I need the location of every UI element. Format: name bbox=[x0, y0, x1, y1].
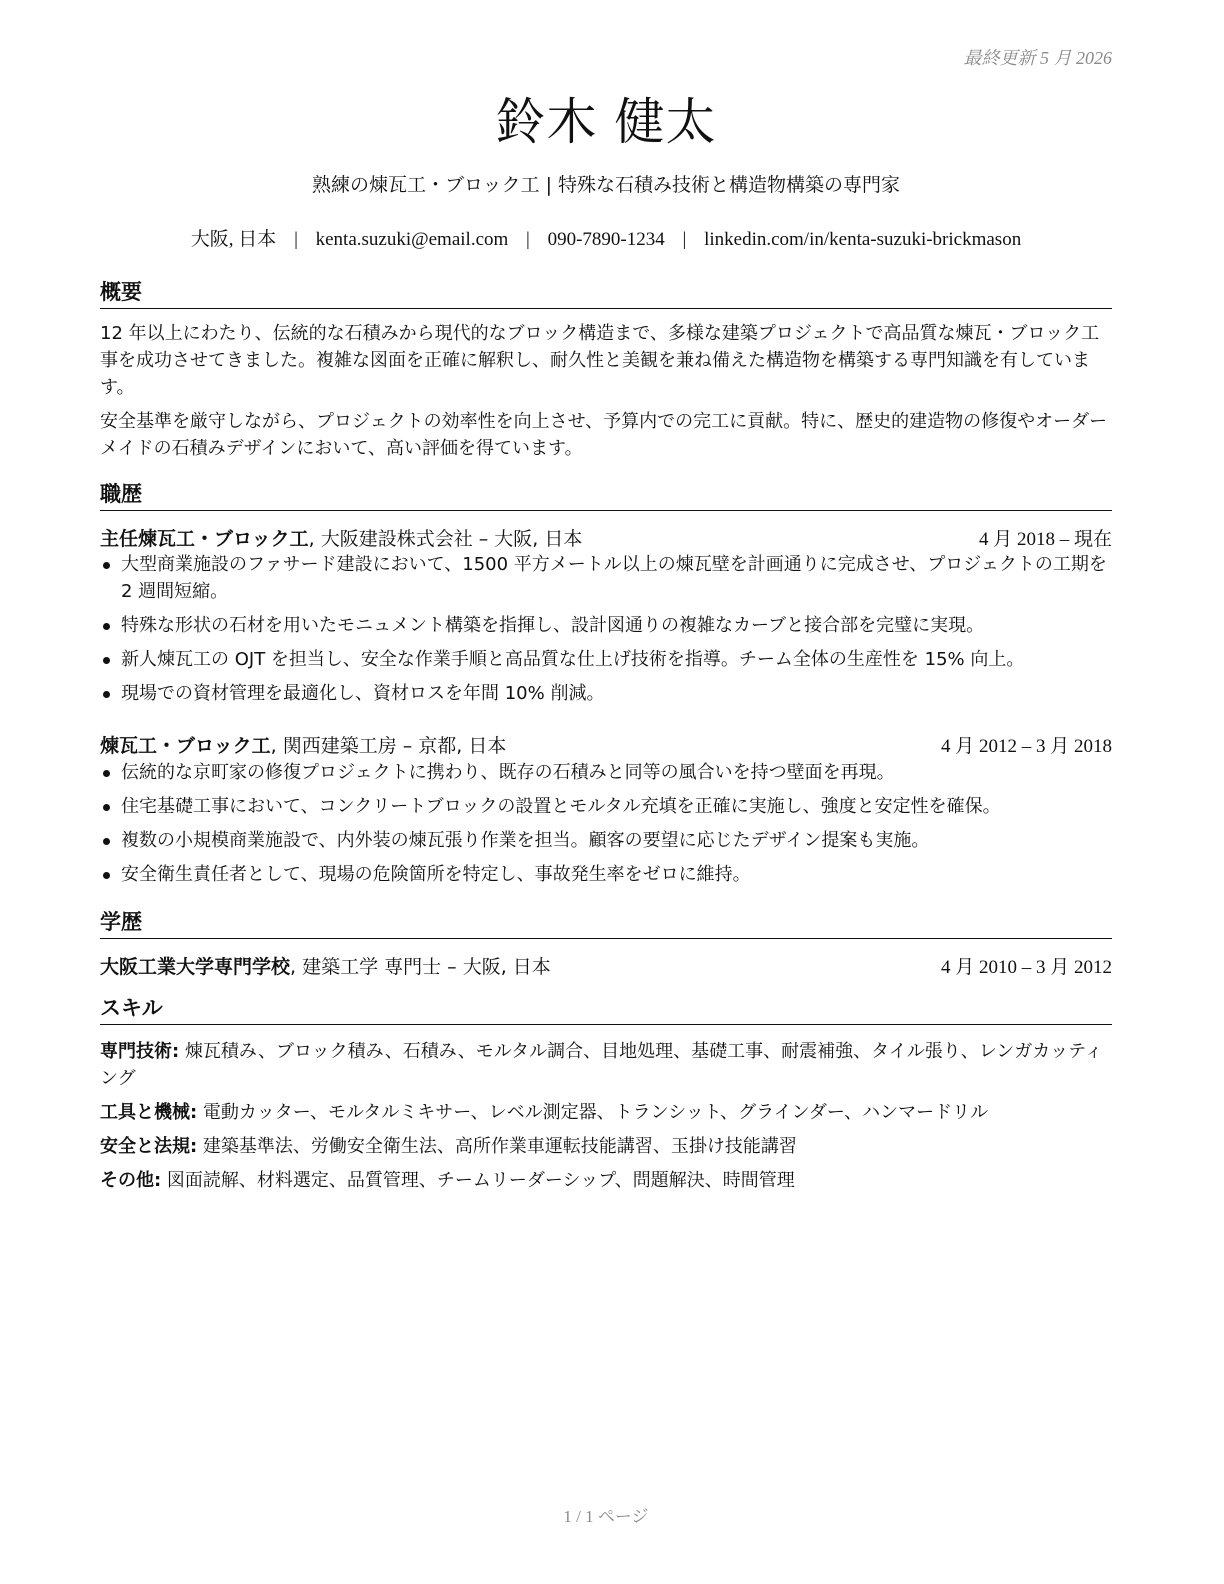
skill-value: 電動カッター、モルタルミキサー、レベル測定器、トランシット、グラインダー、ハンマードリル bbox=[197, 1102, 989, 1123]
skill-label: 工具と機械: bbox=[100, 1102, 198, 1123]
education-dates: 4 月 2010 – 3 月 2012 bbox=[940, 957, 1112, 978]
list-item: 住宅基礎工事において、コンクリートブロックの設置とモルタル充填を正確に実施し、強度と安定性を確保。 bbox=[100, 793, 1112, 820]
summary-paragraph-2: 安全基準を厳守しながら、プロジェクトの効率性を向上させ、予算内での完工に貢献。特に、歴史的建造物の修復やオーダーメイドの石積みデザインにおいて、高い評価を得ています。 bbox=[100, 411, 1108, 459]
skill-value: 煉瓦積み、ブロック積み、石積み、モルタル調合、目地処理、基礎工事、耐震補強、タイル張り、レンガカッティング bbox=[100, 1041, 1103, 1089]
page-number: 1 / 1 ページ bbox=[563, 1507, 649, 1526]
skill-row bbox=[100, 1133, 1112, 1160]
skill-label: 安全と法規: bbox=[100, 1136, 198, 1157]
job-role: 主任煉瓦工・ブロック工 bbox=[100, 528, 309, 550]
contact-separator: | bbox=[294, 229, 298, 250]
skill-row bbox=[100, 1099, 1112, 1126]
list-item: 安全衛生責任者として、現場の危険箇所を特定し、事故発生率をゼロに維持。 bbox=[100, 861, 1112, 888]
contact-linkedin[interactable]: linkedin.com/in/kenta-suzuki-brickmason bbox=[704, 229, 1022, 250]
skill-row bbox=[100, 1038, 1112, 1092]
skill-value: 図面読解、材料選定、品質管理、チームリーダーシップ、問題解決、時間管理 bbox=[161, 1170, 795, 1191]
section-title-summary: 概要 bbox=[100, 276, 1112, 309]
contact-separator: | bbox=[682, 229, 687, 250]
job-header bbox=[100, 731, 1112, 758]
resume-page bbox=[100, 0, 1112, 1584]
contact-line bbox=[100, 224, 1112, 251]
list-item: 特殊な形状の石材を用いたモニュメント構築を指揮し、設計図通りの複雑なカーブと接合部を完璧に実現。 bbox=[100, 612, 1112, 639]
education-entry bbox=[100, 952, 1112, 979]
job-company: , 関西建築工房 – 京都, 日本 bbox=[270, 735, 507, 757]
candidate-name: 鈴木 健太 bbox=[495, 93, 717, 151]
job-company: , 大阪建設株式会社 – 大阪, 日本 bbox=[308, 528, 583, 550]
tagline: 熟練の煉瓦工・ブロック工 | 特殊な石積み技術と構造物構築の専門家 bbox=[311, 174, 901, 196]
contact-location: 大阪, 日本 bbox=[190, 229, 277, 250]
job-dates: 4 月 2012 – 3 月 2018 bbox=[940, 736, 1112, 757]
section-title-skills: スキル bbox=[100, 992, 1112, 1025]
skill-label: 専門技術: bbox=[100, 1041, 180, 1062]
list-item: 伝統的な京町家の修復プロジェクトに携わり、既存の石積みと同等の風合いを持つ壁面を再現。 bbox=[100, 759, 1112, 786]
summary-paragraph-1: 12 年以上にわたり、伝統的な石積みから現代的なブロック構造まで、多様な建築プロジェクトで高品質な煉瓦・ブロック工事を成功させてきました。複雑な図面を正確に解釈し、耐久性と美観を兼ね備えた構造物を構築する専門知識を有しています。 bbox=[100, 323, 1100, 398]
last-updated: 最終更新 5 月 2026 bbox=[963, 48, 1112, 68]
contact-separator: | bbox=[526, 229, 530, 250]
list-item: 現場での資材管理を最適化し、資材ロスを年間 10% 削減。 bbox=[100, 680, 1112, 707]
job-dates: 4 月 2018 – 現在 bbox=[978, 529, 1112, 550]
list-item: 複数の小規模商業施設で、内外装の煉瓦張り作業を担当。顧客の要望に応じたデザイン提案も実施。 bbox=[100, 827, 1112, 854]
contact-phone[interactable]: 090-7890-1234 bbox=[547, 229, 665, 250]
job-bullets bbox=[100, 551, 1112, 714]
contact-email[interactable]: kenta.suzuki@email.com bbox=[315, 229, 509, 250]
list-item: 新人煉瓦工の OJT を担当し、安全な作業手順と高品質な仕上げ技術を指導。チーム全体の生産性を 15% 向上。 bbox=[100, 646, 1112, 673]
section-title-experience: 職歴 bbox=[100, 478, 1112, 511]
skill-value: 建築基準法、労働安全衛生法、高所作業車運転技能講習、玉掛け技能講習 bbox=[197, 1136, 797, 1157]
list-item: 大型商業施設のファサード建設において、1500 平方メートル以上の煉瓦壁を計画通りに完成させ、プロジェクトの工期を 2 週間短縮。 bbox=[100, 551, 1112, 605]
job-role: 煉瓦工・ブロック工 bbox=[100, 735, 271, 757]
skill-row bbox=[100, 1167, 1112, 1194]
section-title-education: 学歴 bbox=[100, 906, 1112, 939]
job-bullets bbox=[100, 759, 1112, 895]
skill-label: その他: bbox=[100, 1170, 162, 1191]
job-header bbox=[100, 524, 1112, 551]
education-school: 大阪工業大学専門学校 bbox=[100, 956, 291, 978]
education-degree: , 建築工学 専門士 – 大阪, 日本 bbox=[290, 956, 551, 978]
